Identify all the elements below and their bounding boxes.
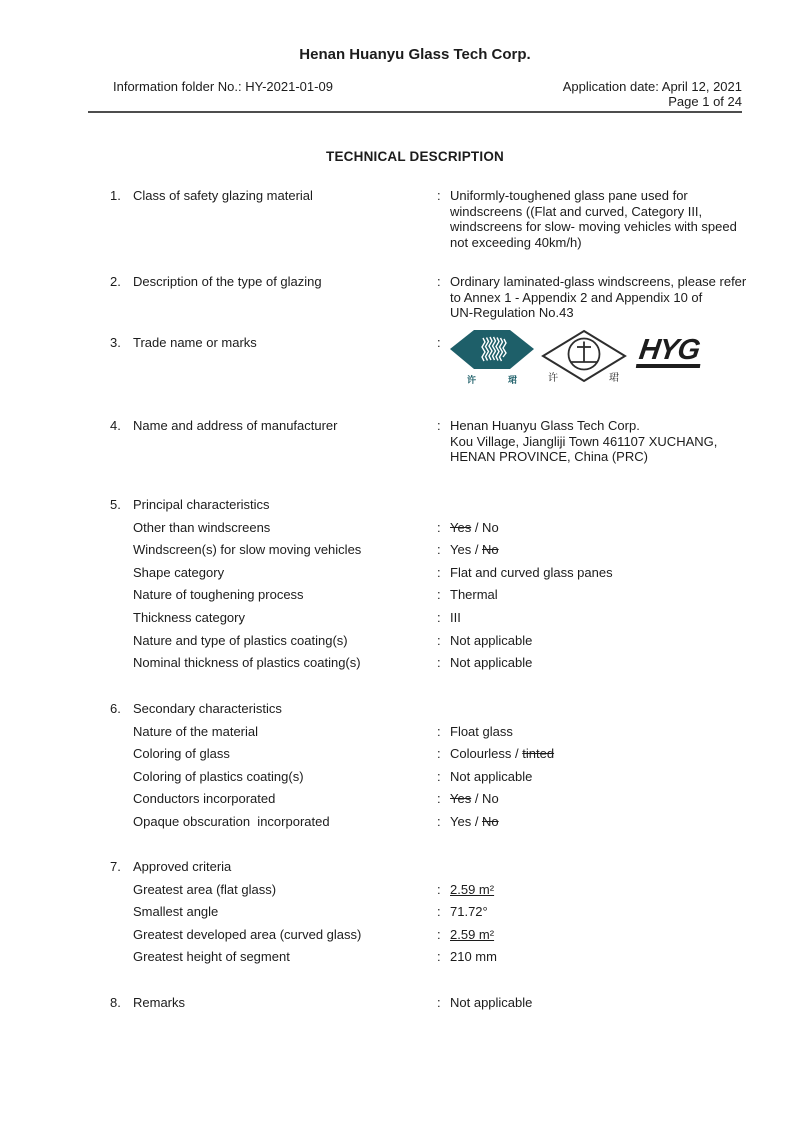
company-title: Henan Huanyu Glass Tech Corp. (299, 46, 531, 63)
row-label: Opaque obscuration incorporated (133, 813, 330, 829)
colon: : (437, 274, 441, 289)
page-number: Page 1 of 24 (668, 93, 742, 109)
item-row (88, 995, 742, 1011)
value-part: 71.72° (450, 904, 488, 920)
characteristic-row (133, 724, 742, 740)
value-part-underlined: 2.59 m² (450, 881, 495, 897)
value-part: Not applicable (450, 655, 533, 671)
value-line: UN-Regulation No.43 (450, 305, 574, 321)
colon: : (437, 995, 441, 1010)
characteristic-row (133, 542, 742, 558)
criteria-row (133, 882, 742, 898)
hexagon-caption-left: 许 (467, 375, 477, 385)
item-number: 7. (110, 859, 121, 874)
item-label: Trade name or marks (133, 335, 257, 350)
item-label: Description of the type of glazing (133, 274, 322, 289)
value-part: / No (471, 519, 499, 535)
value-part: III (450, 609, 461, 625)
item-label: Approved criteria (133, 859, 232, 874)
characteristic-row (133, 610, 742, 626)
row-label: Greatest height of segment (133, 949, 290, 965)
value-part: Thermal (450, 587, 498, 603)
value-part: Yes / (450, 542, 483, 558)
value-line: HENAN PROVINCE, China (PRC) (450, 449, 648, 465)
value-line: Uniformly-toughened glass pane used for (450, 188, 688, 203)
colon: : (437, 949, 441, 965)
row-label: Thickness category (133, 609, 245, 625)
item-value (450, 188, 742, 251)
value-line: to Annex 1 - Appendix 2 and Appendix 10 of (450, 289, 703, 305)
header-divider (88, 111, 742, 113)
item-number: 8. (110, 995, 121, 1010)
diamond-caption-left: 许 (548, 373, 558, 384)
diamond-logo-icon (541, 329, 627, 387)
item-number: 1. (110, 188, 121, 203)
item-number: 4. (110, 418, 121, 433)
application-date: Application date: April 12, 2021 (562, 79, 742, 94)
item-label: Principal characteristics (133, 497, 270, 512)
value-part-struck: No (482, 542, 499, 558)
row-value (450, 655, 742, 671)
value-part: Flat and curved glass panes (450, 564, 613, 580)
value-line: Henan Huanyu Glass Tech Corp. (450, 418, 640, 433)
header-meta-right (563, 80, 742, 109)
colon: : (437, 881, 441, 897)
item-number: 5. (110, 497, 121, 512)
row-label: Shape category (133, 564, 225, 580)
value-line: Ordinary laminated-glass windscreens, please refer (450, 274, 747, 289)
colon: : (437, 632, 441, 648)
value-part: Colourless / (450, 746, 523, 762)
colon: : (437, 587, 441, 603)
characteristic-row (133, 587, 742, 603)
row-label: Greatest developed area (curved glass) (133, 926, 362, 942)
value-part: Not applicable (450, 768, 533, 784)
colon: : (437, 904, 441, 920)
value-line: Not applicable (450, 995, 533, 1010)
characteristic-row (133, 655, 742, 671)
trademark-logos (450, 335, 742, 391)
row-value (450, 587, 742, 603)
row-value (450, 882, 742, 898)
characteristic-row (133, 814, 742, 830)
item-label: Name and address of manufacturer (133, 418, 338, 433)
row-value (450, 610, 742, 626)
item-8 (88, 995, 742, 1011)
item-heading (88, 701, 742, 717)
item-label: Class of safety glazing material (133, 188, 313, 203)
value-part: Float glass (450, 723, 513, 739)
value-line: windscreens for slow- moving vehicles with speed (450, 219, 737, 235)
row-label: Conductors incorporated (133, 791, 276, 807)
value-part: Yes / (450, 813, 483, 829)
colon: : (437, 791, 441, 807)
hexagon-caption-right: 珺 (507, 375, 517, 385)
hexagon-logo-icon (450, 329, 534, 370)
logo-row (450, 329, 742, 391)
item-7-rows (88, 882, 742, 966)
row-value (450, 949, 742, 965)
item-row (88, 274, 747, 321)
colon: : (437, 926, 441, 942)
criteria-row (133, 949, 742, 965)
row-label: Windscreen(s) for slow moving vehicles (133, 542, 362, 558)
row-value (450, 542, 742, 558)
item-heading (88, 859, 742, 875)
item-row (88, 335, 742, 391)
item-5 (88, 497, 742, 678)
criteria-row (133, 904, 742, 920)
item-2 (88, 274, 747, 321)
value-line: windscreens ((Flat and curved, Category III, (450, 203, 703, 219)
item-7 (88, 859, 742, 972)
characteristic-row (133, 791, 742, 807)
row-label: Coloring of glass (133, 746, 230, 762)
item-row (88, 418, 742, 465)
row-value (450, 520, 742, 536)
item-3 (88, 335, 742, 391)
row-label: Smallest angle (133, 904, 219, 920)
row-value (450, 746, 742, 762)
header-meta (88, 80, 742, 109)
value-part: / No (471, 791, 499, 807)
colon: : (437, 542, 441, 558)
value-part: Not applicable (450, 632, 533, 648)
row-label: Nominal thickness of plastics coating(s) (133, 655, 361, 671)
colon: : (437, 564, 441, 580)
row-label: Nature of toughening process (133, 587, 304, 603)
characteristic-row (133, 633, 742, 649)
value-line: not exceeding 40km/h) (450, 235, 582, 251)
item-4 (88, 418, 742, 465)
colon: : (437, 609, 441, 625)
item-6 (88, 701, 742, 837)
item-number: 6. (110, 701, 121, 716)
row-label: Nature and type of plastics coating(s) (133, 632, 348, 648)
item-value (450, 418, 742, 465)
hyg-wordmark-logo: HYG (636, 337, 704, 368)
colon: : (437, 723, 441, 739)
row-value (450, 724, 742, 740)
colon: : (437, 655, 441, 671)
colon: : (437, 768, 441, 784)
row-value (450, 814, 742, 830)
item-1 (88, 188, 742, 251)
colon: : (437, 746, 441, 762)
item-number: 3. (110, 335, 121, 350)
colon: : (437, 418, 441, 433)
document-title: TECHNICAL DESCRIPTION (326, 149, 504, 164)
criteria-row (133, 927, 742, 943)
characteristic-row (133, 746, 742, 762)
characteristic-row (133, 520, 742, 536)
item-6-rows (88, 724, 742, 830)
item-row (88, 188, 742, 251)
colon: : (437, 813, 441, 829)
item-label: Secondary characteristics (133, 701, 282, 716)
info-folder-number: Information folder No.: HY-2021-01-09 (113, 79, 333, 94)
diamond-trademark-logo (541, 329, 627, 391)
row-value (450, 927, 742, 943)
value-part-struck: tinted (522, 746, 555, 762)
characteristic-row (133, 769, 742, 785)
row-value (450, 791, 742, 807)
item-heading (88, 497, 742, 513)
value-part-struck: Yes (450, 791, 472, 807)
item-label: Remarks (133, 995, 186, 1010)
row-label: Coloring of plastics coating(s) (133, 768, 304, 784)
hexagon-trademark-logo (450, 329, 534, 386)
hexagon-logo-caption (450, 374, 534, 386)
colon: : (437, 335, 441, 350)
value-part-struck: Yes (450, 519, 472, 535)
item-number: 2. (110, 274, 121, 289)
value-line: Kou Village, Jiangliji Town 461107 XUCHANG, (450, 433, 718, 449)
row-value (450, 633, 742, 649)
characteristic-row (133, 565, 742, 581)
row-label: Other than windscreens (133, 519, 271, 535)
item-value (450, 995, 742, 1011)
row-value (450, 565, 742, 581)
value-part-underlined: 2.59 m² (450, 926, 495, 942)
colon: : (437, 519, 441, 535)
row-value (450, 904, 742, 920)
colon: : (437, 188, 441, 203)
value-part: 210 mm (450, 949, 497, 965)
value-part-struck: No (482, 813, 499, 829)
diamond-caption-right: 珺 (609, 373, 619, 384)
row-value (450, 769, 742, 785)
row-label: Nature of the material (133, 723, 259, 739)
item-5-rows (88, 520, 742, 672)
row-label: Greatest area (flat glass) (133, 881, 277, 897)
item-value (450, 274, 746, 321)
